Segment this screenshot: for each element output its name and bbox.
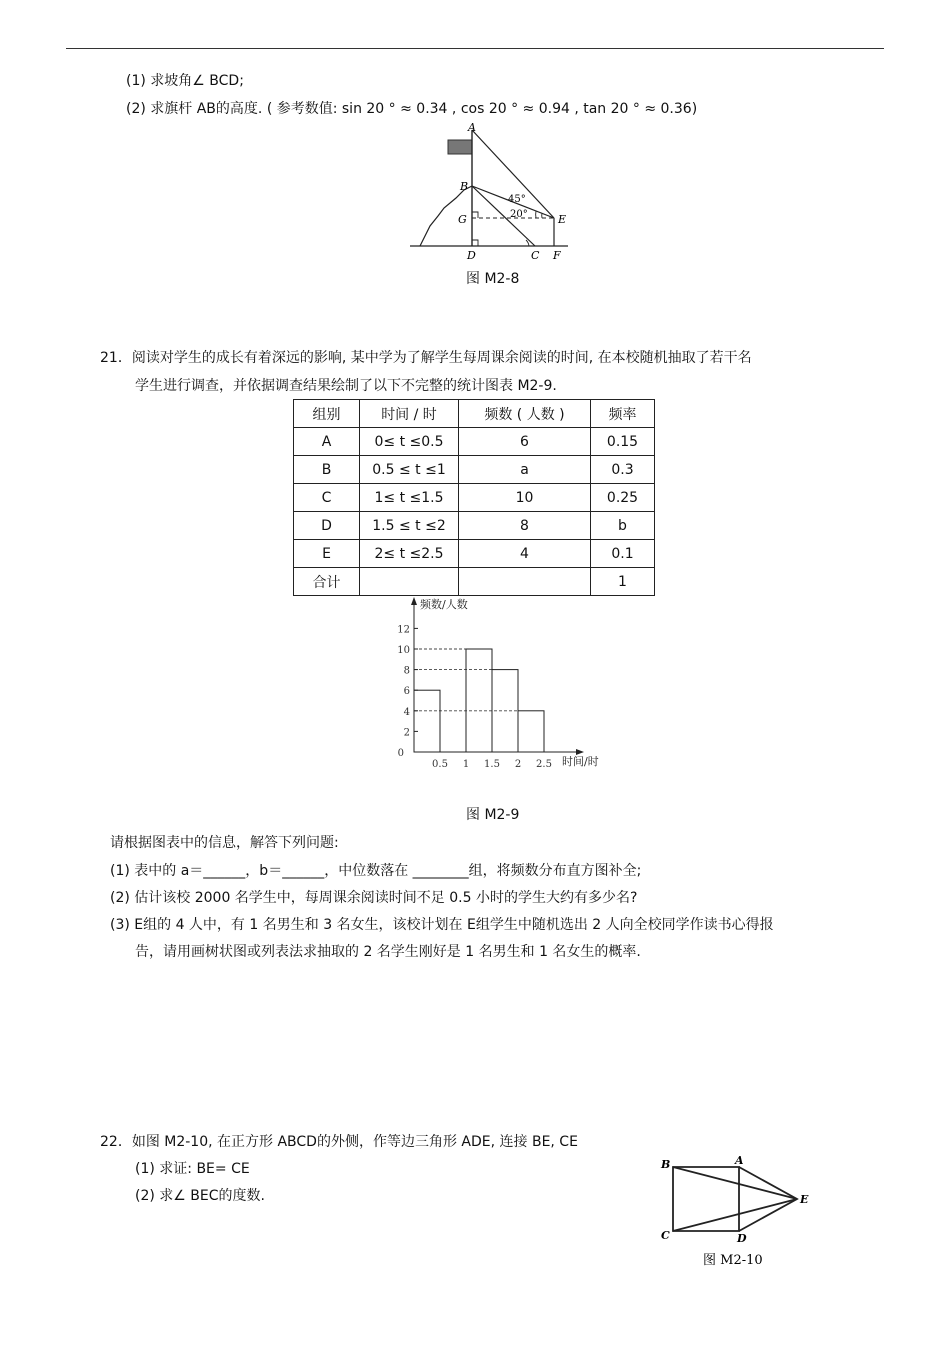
y-axis-arrow xyxy=(411,597,417,605)
label-angle-45: 45° xyxy=(508,194,526,205)
table-total-row xyxy=(294,568,655,596)
caption-m2-8: 图 M2-8 xyxy=(466,271,520,287)
q21-part3-line1: (3) E组的 4 人中，有 1 名男生和 3 名女生，该校计划在 E组学生中随机选出 2 人向全校同学作读书心得报 xyxy=(110,917,774,933)
q21-part3-line2: 告，请用画树状图或列表法求抽取的 2 名学生刚好是 1 名男生和 1 名女生的概率. xyxy=(135,944,641,960)
q22-line1: 22．如图 M2-10, 在正方形 ABCD的外侧，作等边三角形 ADE, 连接 BE, CE xyxy=(100,1134,578,1150)
caption-m2-10: 图 M2-10 xyxy=(703,1253,763,1268)
label-b: B xyxy=(460,180,469,193)
x-tick-label: 2.5 xyxy=(536,759,552,770)
label-a: A xyxy=(468,121,476,134)
histogram-bar xyxy=(518,711,544,752)
table-cell: 1.5 ≤ t ≤2 xyxy=(360,512,459,540)
table-row xyxy=(294,456,655,484)
q22-part2: (2) 求∠ BEC的度数. xyxy=(135,1188,265,1204)
q21-part1: (1) 表中的 a＝______，b＝______，中位数落在 ________组，将频数分布直方图补全; xyxy=(110,863,642,879)
triangle-ade xyxy=(739,1167,797,1231)
label-e: E xyxy=(558,213,567,226)
table-cell: a xyxy=(459,456,591,484)
figure-m2-8 xyxy=(408,120,578,265)
y-tick-label: 12 xyxy=(397,624,410,636)
header-rule xyxy=(66,48,884,49)
table-cell: D xyxy=(294,512,360,540)
q21-line2: 学生进行调查，并依据调查结果绘制了以下不完整的统计图表 M2-9. xyxy=(135,378,557,394)
table-cell: b xyxy=(591,512,655,540)
q20-part2: (2) 求旗杆 AB的高度. ( 参考数值: sin 20 ° ≈ 0.34 , cos 20 ° ≈ 0.94 , tan 20 ° ≈ 0.36) xyxy=(126,101,698,117)
table-cell: 8 xyxy=(459,512,591,540)
table-cell: 0.5 ≤ t ≤1 xyxy=(360,456,459,484)
segment-be xyxy=(673,1167,797,1199)
table-cell: 合计 xyxy=(294,568,360,596)
y-tick-label: 8 xyxy=(403,665,410,677)
table-cell: 1 xyxy=(591,568,655,596)
label-d: D xyxy=(737,1232,747,1245)
table-row xyxy=(294,540,655,568)
table-cell: 10 xyxy=(459,484,591,512)
y-tick-label: 10 xyxy=(397,645,410,656)
table-header: 频数 ( 人数 ) xyxy=(459,400,591,428)
table-cell xyxy=(360,568,459,596)
q22-part1: (1) 求证: BE= CE xyxy=(135,1161,250,1177)
label-a: A xyxy=(735,1154,744,1167)
x-tick-label: 0.5 xyxy=(432,759,448,770)
x-tick-label: 1.5 xyxy=(484,759,500,770)
label-angle-20: 20° xyxy=(510,209,528,220)
figure-m2-10 xyxy=(655,1155,815,1267)
y-tick-label: 6 xyxy=(403,686,410,698)
table-cell: A xyxy=(294,428,360,456)
label-c: C xyxy=(661,1229,670,1242)
x-tick-label: 1 xyxy=(462,759,470,770)
table-cell: 0≤ t ≤0.5 xyxy=(360,428,459,456)
table-cell: 0.3 xyxy=(591,456,655,484)
flag xyxy=(448,140,472,154)
table-row xyxy=(294,428,655,456)
table-header: 组别 xyxy=(294,400,360,428)
q21-line1: 21．阅读对学生的成长有着深远的影响, 某中学为了解学生每周课余阅读的时间, 在本校随机抽取了若干名 xyxy=(100,350,752,366)
label-b: B xyxy=(661,1158,671,1171)
table-cell: 4 xyxy=(459,540,591,568)
table-header: 频率 xyxy=(591,400,655,428)
q20-part1: (1) 求坡角∠ BCD; xyxy=(126,73,244,89)
q21-part2: (2) 估计该校 2000 名学生中，每周课余阅读时间不足 0.5 小时的学生大约有多少名? xyxy=(110,890,638,906)
segment-ce xyxy=(673,1199,797,1231)
label-f: F xyxy=(553,249,561,262)
table-cell: 1≤ t ≤1.5 xyxy=(360,484,459,512)
q21-prompt: 请根据图表中的信息，解答下列问题: xyxy=(110,835,339,851)
table-header-row xyxy=(294,400,655,428)
table-cell: E xyxy=(294,540,360,568)
table-row xyxy=(294,512,655,540)
frequency-table xyxy=(293,399,655,596)
y-tick-label: 4 xyxy=(403,706,410,718)
table-row xyxy=(294,484,655,512)
y-tick-label: 2 xyxy=(403,727,410,739)
square-abcd xyxy=(673,1167,739,1231)
y-axis-label: 频数/人数 xyxy=(420,598,468,611)
table-cell: 0.1 xyxy=(591,540,655,568)
table-cell: C xyxy=(294,484,360,512)
table-cell: 0.25 xyxy=(591,484,655,512)
label-e: E xyxy=(800,1193,809,1206)
y-tick-label: 0 xyxy=(397,748,404,759)
histogram-bar xyxy=(414,690,440,752)
table-cell xyxy=(459,568,591,596)
table-cell: 2≤ t ≤2.5 xyxy=(360,540,459,568)
histogram-bar xyxy=(466,649,492,752)
label-c: C xyxy=(531,249,540,262)
label-g: G xyxy=(458,213,467,226)
caption-m2-9: 图 M2-9 xyxy=(466,807,520,823)
x-tick-label: 2 xyxy=(514,759,522,770)
histogram-m2-9 xyxy=(395,595,599,775)
x-axis-label: 时间/时 xyxy=(562,755,599,768)
label-d: D xyxy=(467,249,476,262)
table-cell: 0.15 xyxy=(591,428,655,456)
table-header: 时间 / 时 xyxy=(360,400,459,428)
table-cell: B xyxy=(294,456,360,484)
table-cell: 6 xyxy=(459,428,591,456)
